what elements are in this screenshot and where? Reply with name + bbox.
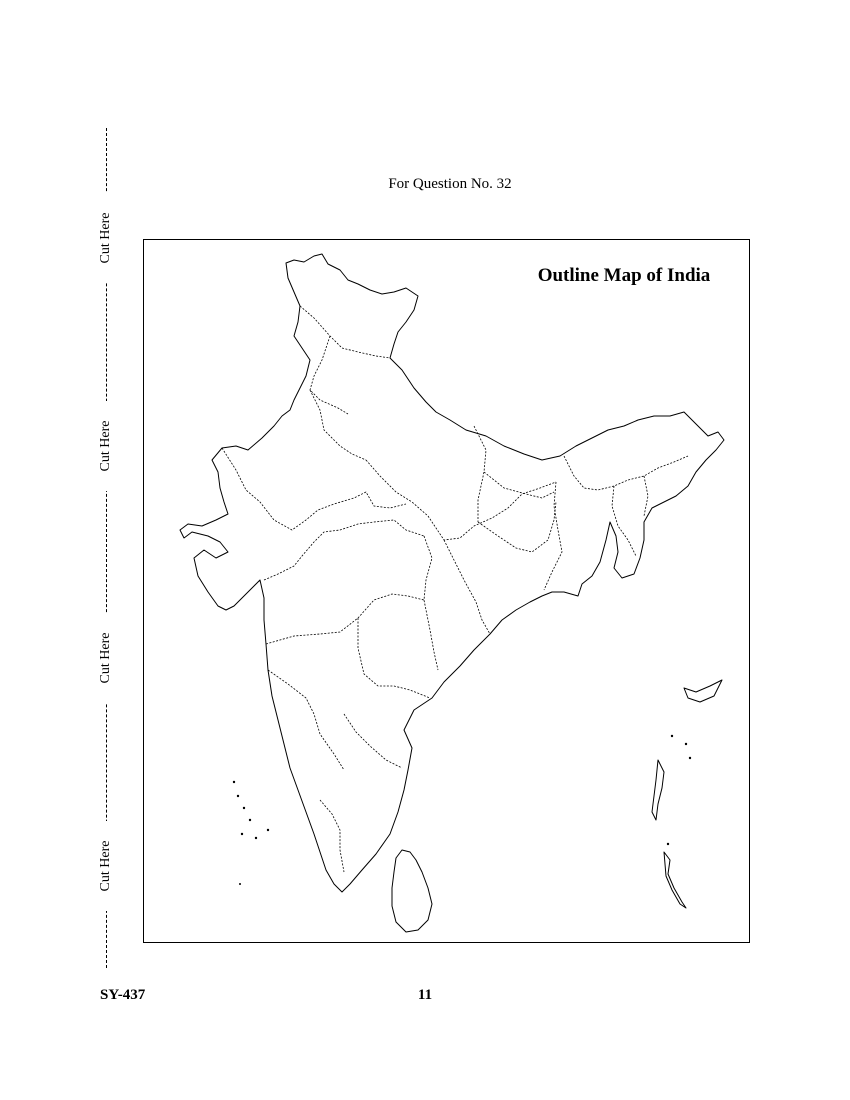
question-label: For Question No. 32 (388, 176, 512, 192)
boundary-mp-chhattisgarh (424, 536, 438, 670)
boundary-karnataka-kerala-tn (320, 800, 344, 872)
india-mainland-outline (180, 254, 724, 892)
map-frame (143, 239, 750, 943)
boundary-gujarat-mp (264, 520, 424, 580)
andaman-islands (652, 760, 664, 820)
boundary-up-mp (366, 460, 556, 540)
boundary-ne-states-3 (644, 476, 648, 516)
boundary-jharkhand (478, 502, 556, 552)
boundary-bihar-jharkhand (484, 472, 554, 498)
map-outlines (180, 254, 724, 932)
nicobar-islands (664, 852, 686, 908)
boundary-ne-states (564, 456, 688, 490)
andaman-small-islands (667, 735, 691, 845)
footer-code: SY-437 (100, 987, 146, 1003)
cut-here-label-1: Cut Here (96, 193, 116, 283)
sri-lanka-outline (392, 850, 432, 932)
boundary-telangana-ap (358, 618, 430, 698)
map-title: Outline Map of India (537, 265, 711, 286)
boundary-karnataka-ap (344, 714, 402, 768)
myanmar-coast-fragment (684, 680, 722, 702)
boundary-maharashtra-telangana (266, 594, 424, 644)
boundary-maharashtra-karnataka (268, 670, 344, 770)
boundary-up-bihar (474, 426, 486, 522)
boundary-rajasthan-mp (222, 448, 406, 530)
state-boundaries (222, 306, 688, 872)
boundary-punjab-haryana (310, 390, 366, 460)
page-number: 11 (417, 987, 433, 1003)
boundary-chhattisgarh-odisha (444, 540, 490, 634)
cut-here-label-4: Cut Here (96, 821, 116, 911)
boundary-wb (544, 482, 562, 590)
cut-here-label-3: Cut Here (96, 613, 116, 703)
lakshadweep-islands (233, 781, 269, 885)
india-outline-map (144, 240, 748, 941)
boundary-jk-hp (300, 306, 390, 358)
boundary-ne-states-2 (612, 486, 636, 556)
cut-here-label-2: Cut Here (96, 401, 116, 491)
